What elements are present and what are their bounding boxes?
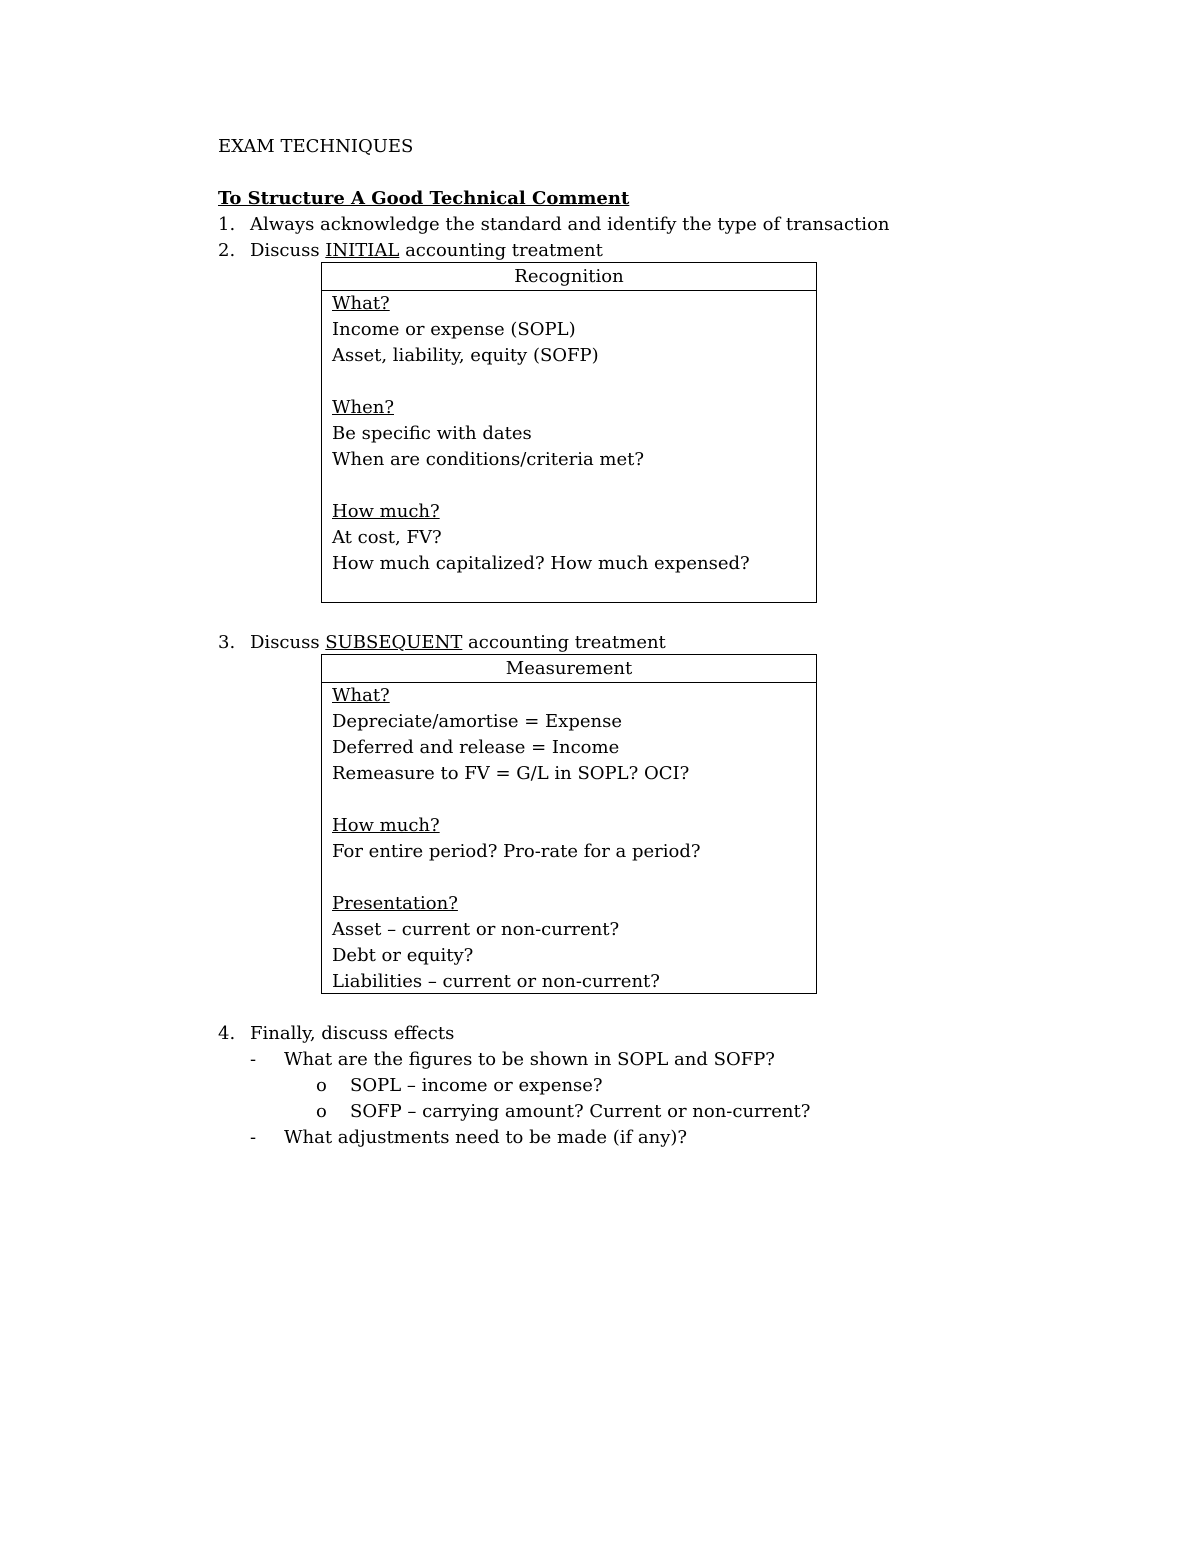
step-2-prefix: Discuss [250,240,326,261]
measurement-box [321,654,817,994]
effects-subitem: SOPL – income or expense? [350,1075,603,1096]
measurement-what-line: Remeasure to FV = G/L in SOPL? OCI? [332,763,690,784]
recognition-when-heading: When? [332,397,394,418]
recognition-how-much-heading: How much? [332,501,440,522]
effects-item: What adjustments need to be made (if any)? [284,1127,688,1148]
section-heading: To Structure A Good Technical Comment [218,188,630,209]
step-3-number: 3. [218,632,236,653]
recognition-box-body [322,291,816,577]
recognition-when-line: When are conditions/criteria met? [332,449,645,470]
recognition-what-line: Asset, liability, equity (SOFP) [332,345,599,366]
measurement-what-line: Deferred and release = Income [332,737,620,758]
step-2-number: 2. [218,240,236,261]
spacer [332,369,816,395]
step-4-number: 4. [218,1023,236,1044]
step-3-suffix: accounting treatment [462,632,666,653]
effects-subitem: SOFP – carrying amount? Current or non-current? [350,1101,811,1122]
recognition-when-line: Be specific with dates [332,423,532,444]
step-3-emphasis: SUBSEQUENT [325,632,463,653]
recognition-what-line: Income or expense (SOPL) [332,319,576,340]
measurement-how-much-line: For entire period? Pro-rate for a period? [332,841,701,862]
step-3-text [250,630,666,656]
recognition-how-much-line: At cost, FV? [332,527,442,548]
spacer [332,473,816,499]
recognition-box-header: Recognition [322,263,816,291]
dash-bullet: - [250,1127,257,1148]
step-1-number: 1. [218,214,236,235]
circle-bullet: o [316,1075,327,1096]
recognition-box [321,262,817,603]
recognition-what-heading: What? [332,293,390,314]
recognition-how-much-line: How much capitalized? How much expensed? [332,553,750,574]
measurement-box-header: Measurement [322,655,816,683]
measurement-what-heading: What? [332,685,390,706]
measurement-how-much-heading: How much? [332,815,440,836]
measurement-what-line: Depreciate/amortise = Expense [332,711,622,732]
step-4-text: Finally, discuss effects [250,1023,455,1044]
dash-bullet: - [250,1049,257,1070]
step-3-prefix: Discuss [250,632,326,653]
step-2-emphasis: INITIAL [325,240,400,261]
measurement-presentation-line: Asset – current or non-current? [332,919,620,940]
measurement-box-body [322,683,816,995]
circle-bullet: o [316,1101,327,1122]
spacer [332,865,816,891]
step-2-text [250,238,603,264]
step-1-text: Always acknowledge the standard and identify the type of transaction [250,214,890,235]
measurement-presentation-heading: Presentation? [332,893,458,914]
measurement-presentation-line: Debt or equity? [332,945,474,966]
spacer [332,787,816,813]
step-2-suffix: accounting treatment [399,240,603,261]
measurement-presentation-line: Liabilities – current or non-current? [332,971,660,992]
effects-item: What are the figures to be shown in SOPL and SOFP? [284,1049,775,1070]
page-title: EXAM TECHNIQUES [218,136,414,157]
